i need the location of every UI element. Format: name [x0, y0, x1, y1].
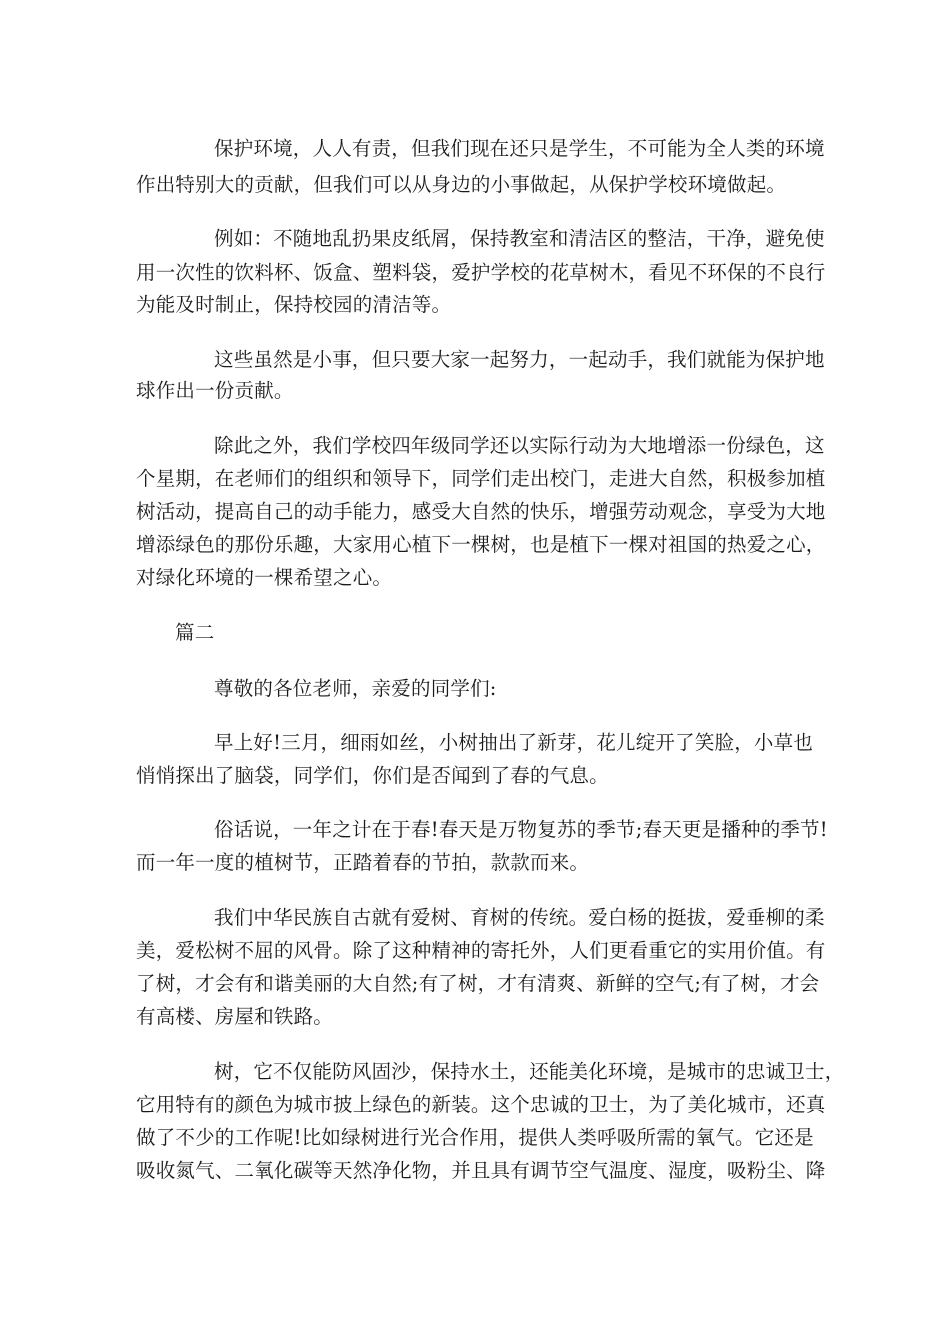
- text-line: 做了不少的工作呢!比如绿树进行光合作用，提供人类呼吸所需的氧气。它还是: [136, 1126, 814, 1149]
- text-line: 这些虽然是小事，但只要大家一起努力，一起动手，我们就能为保护地: [214, 348, 825, 371]
- text-line: 它用特有的颜色为城市披上绿色的新装。这个忠诚的卫士，为了美化城市，还真: [136, 1093, 826, 1116]
- text-line: 例如：不随地乱扔果皮纸屑，保持教室和清洁区的整洁，干净，避免使: [214, 227, 825, 250]
- text-line: 吸收氮气、二氧化碳等天然净化物，并且具有调节空气温度、湿度，吸粉尘、降: [136, 1159, 826, 1182]
- text-line: 对绿化环境的一棵希望之心。: [136, 566, 393, 589]
- text-line: 俗话说，一年之计在于春!春天是万物复苏的季节;春天更是播种的季节!: [214, 818, 828, 841]
- text-line: 作出特别大的贡献，但我们可以从身边的小事做起，从保护学校环境做起。: [136, 173, 787, 196]
- text-line: 美，爱松树不屈的风骨。除了这种精神的寄托外，人们更看重它的实用价值。有: [136, 939, 826, 962]
- text-line: 而一年一度的植树节，正踏着春的节拍，款款而来。: [136, 851, 590, 874]
- text-line: 用一次性的饮料杯、饭盒、塑料袋，爱护学校的花草树木，看见不环保的不良行: [136, 261, 826, 284]
- text-line: 为能及时制止，保持校园的清洁等。: [136, 293, 452, 316]
- text-line: 了树，才会有和谐美丽的大自然;有了树，才有清爽、新鲜的空气;有了树，才会: [136, 972, 820, 995]
- text-line: 个星期，在老师们的组织和领导下，同学们走出校门，走进大自然，积极参加植: [136, 467, 826, 490]
- greeting: 尊敬的各位老师，亲爱的同学们:: [214, 677, 497, 700]
- text-line: 保护环境，人人有责，但我们现在还只是学生，不可能为全人类的环境: [214, 137, 825, 160]
- text-line: 早上好!三月，细雨如丝，小树抽出了新芽，花儿绽开了笑脸，小草也: [214, 731, 814, 754]
- section-heading: 篇二: [175, 621, 215, 644]
- text-line: 我们中华民族自古就有爱树、育树的传统。爱白杨的挺拔，爱垂柳的柔: [214, 906, 825, 929]
- text-line: 树活动，提高自己的动手能力，感受大自然的快乐，增强劳动观念，享受为大地: [136, 500, 826, 523]
- text-line: 球作出一份贡献。: [136, 379, 294, 402]
- text-line: 树，它不仅能防风固沙，保持水土，还能美化环境，是城市的忠诚卫士，: [214, 1060, 845, 1083]
- text-line: 有高楼、房屋和铁路。: [136, 1005, 334, 1028]
- text-line: 增添绿色的那份乐趣，大家用心植下一棵树，也是植下一棵对祖国的热爱之心，: [136, 533, 826, 556]
- text-line: 除此之外，我们学校四年级同学还以实际行动为大地增添一份绿色，这: [214, 434, 825, 457]
- text-line: 悄悄探出了脑袋，同学们，你们是否闻到了春的气息。: [136, 764, 609, 787]
